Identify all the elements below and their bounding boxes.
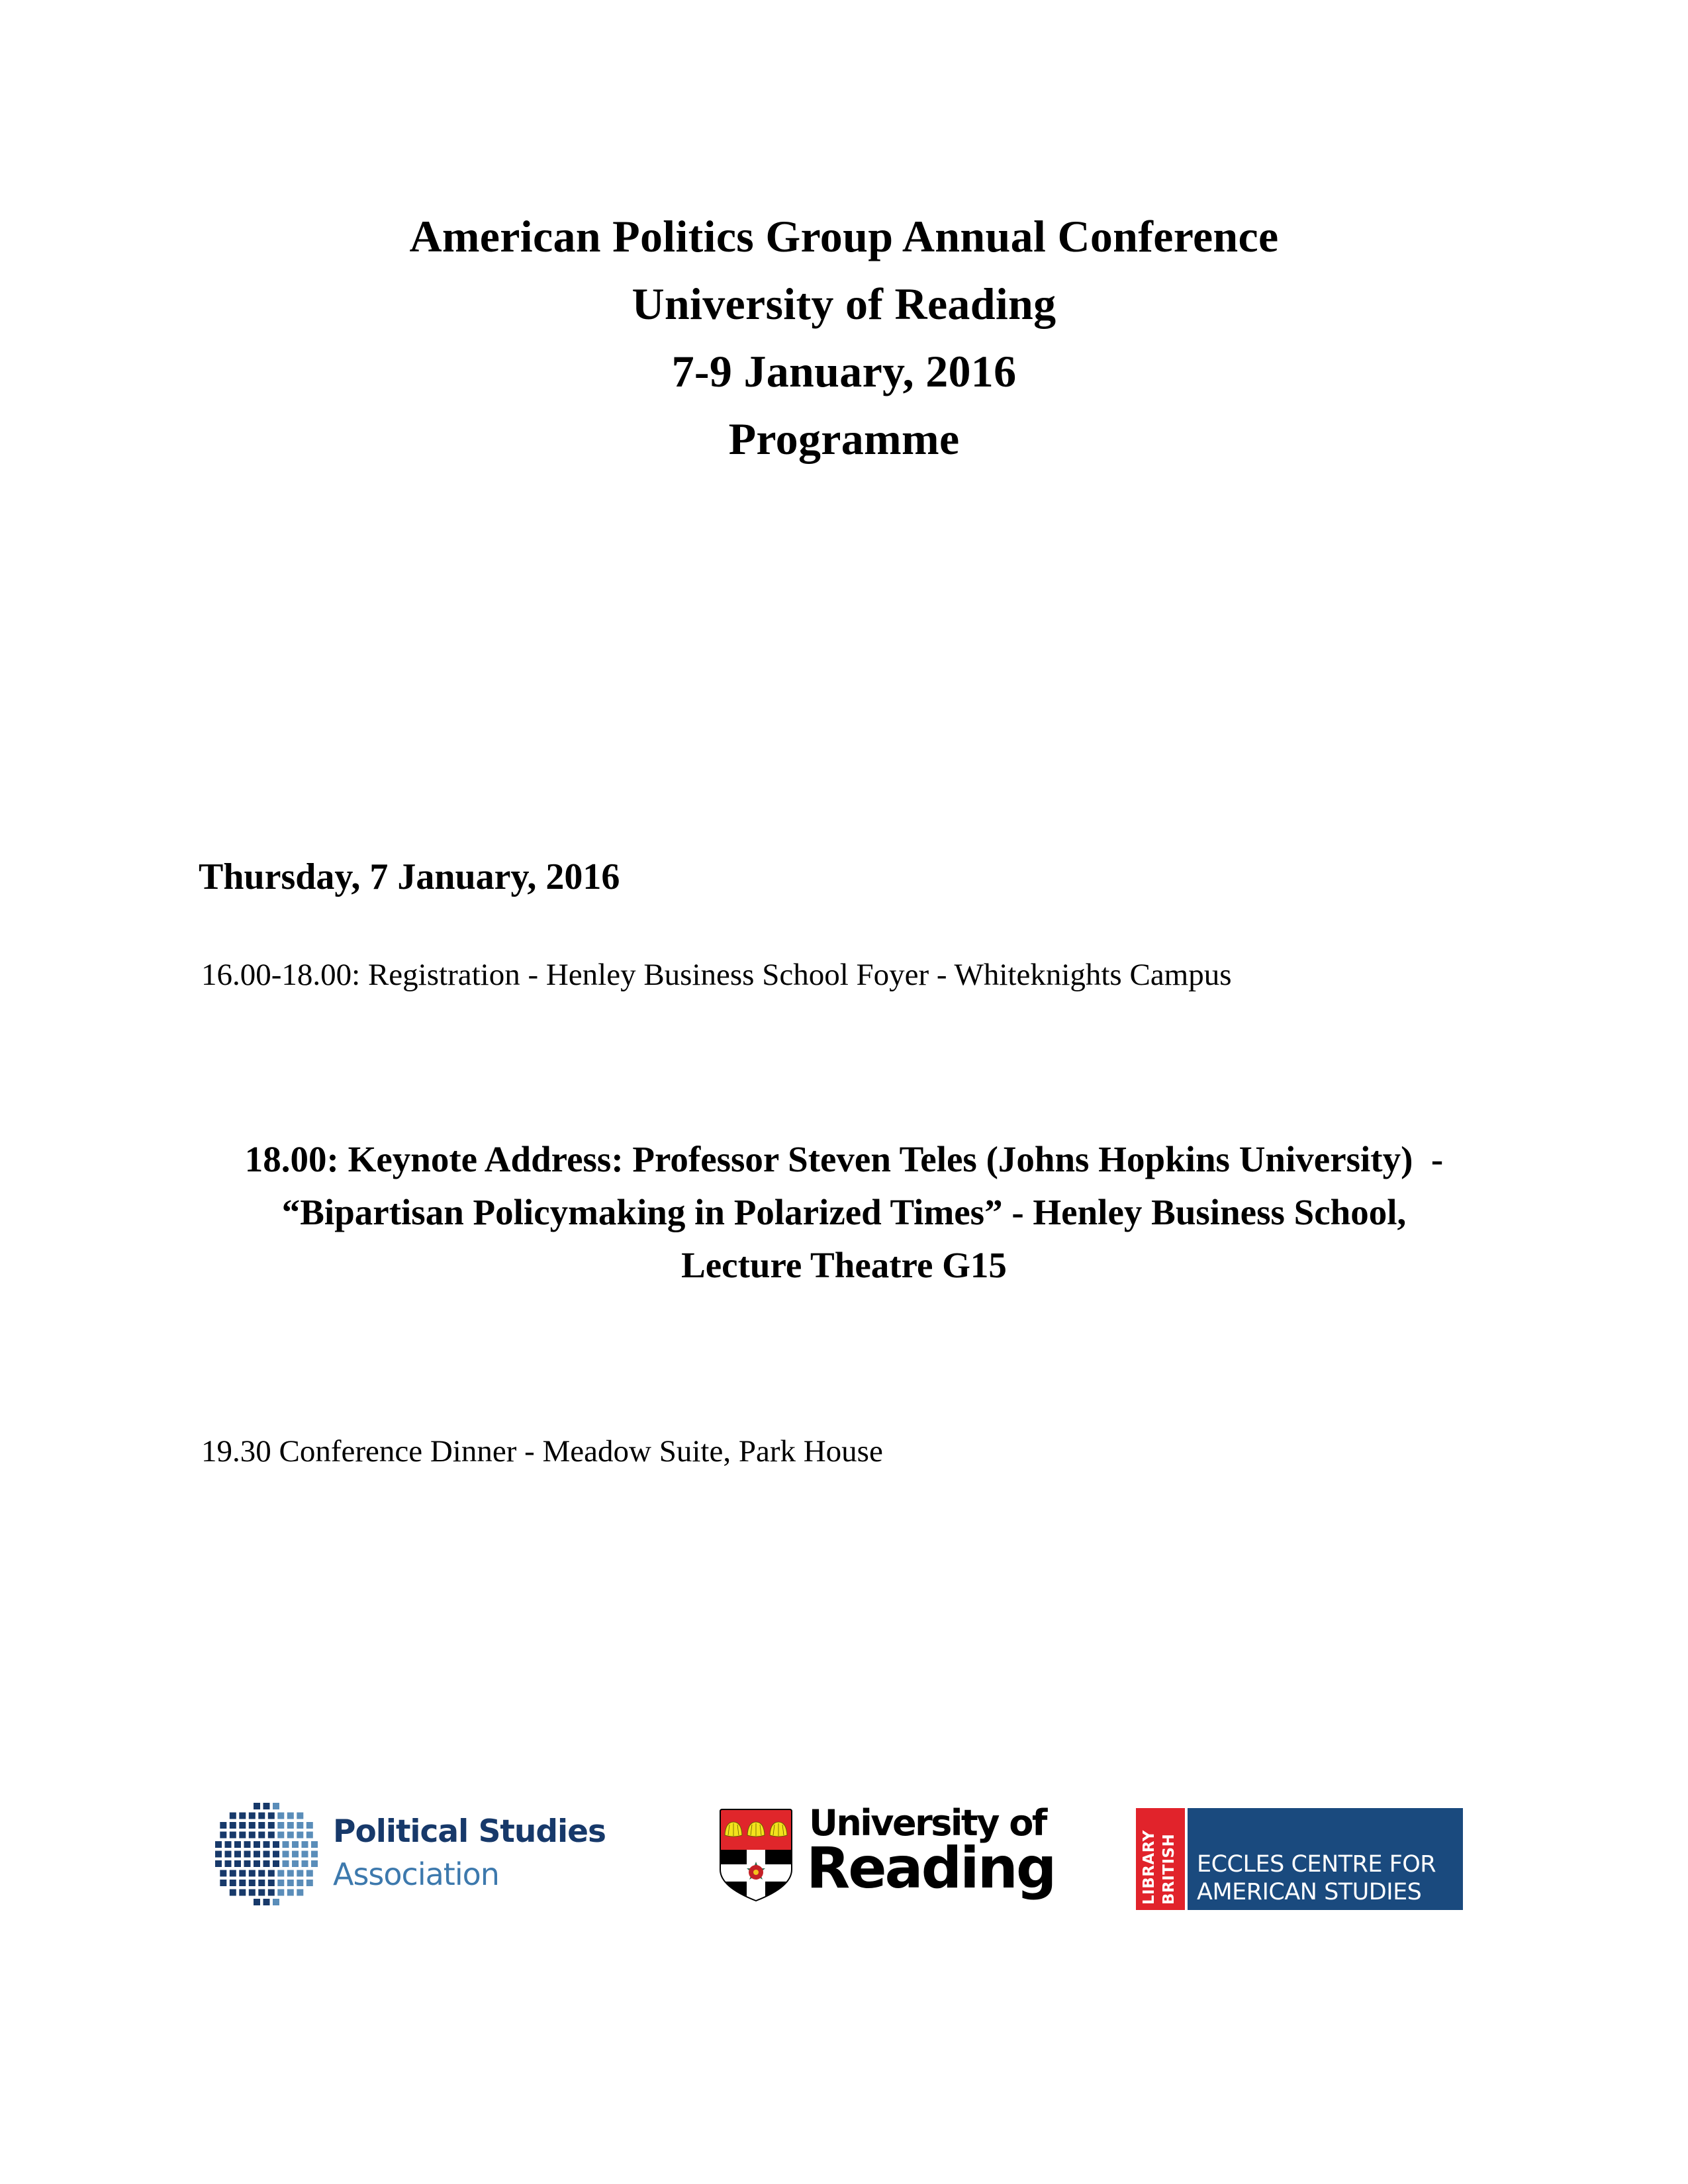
eccles-centre-panel [1188,1808,1463,1910]
event-registration: 16.00-18.00: Registration - Henley Business School Foyer - Whiteknights Campus [201,958,1232,992]
psa-dot [268,1813,275,1819]
eccles-logo-line2: AMERICAN STUDIES [1197,1879,1422,1905]
psa-dot [263,1899,270,1905]
psa-dot [287,1832,294,1839]
psa-dot [263,1851,270,1858]
psa-dot [258,1822,265,1829]
british-library-line2: BRITISH [1160,1833,1178,1905]
psa-dot [277,1822,284,1829]
psa-dot [249,1813,256,1819]
psa-dot [249,1880,256,1886]
psa-dot [302,1841,308,1848]
psa-dot [244,1841,251,1848]
psa-dot [230,1870,236,1877]
psa-dot [268,1832,275,1839]
reading-logo-line2: Reading [806,1835,1055,1901]
british-library-panel [1136,1808,1185,1910]
keynote-line: 18.00: Keynote Address: Professor Steven Teles (Johns Hopkins University) - [244,1139,1444,1179]
psa-dot [311,1860,318,1867]
psa-dot [311,1841,318,1848]
psa-dot [230,1822,236,1829]
document-title [0,203,1688,473]
psa-dot [292,1841,299,1848]
psa-dot [292,1860,299,1867]
psa-dot [306,1880,313,1886]
psa-dot [263,1860,270,1867]
title-university: University of Reading [632,279,1056,329]
psa-dot [283,1841,289,1848]
reading-shield-icon [719,1809,793,1901]
psa-dot [283,1860,289,1867]
psa-dot [273,1851,279,1858]
psa-dot [297,1822,303,1829]
psa-logo [212,1801,642,1911]
psa-dot [249,1870,256,1877]
keynote-line: Lecture Theatre G15 [681,1245,1007,1285]
psa-logo-line2: Association [333,1856,499,1892]
psa-dot [287,1813,294,1819]
psa-dot [268,1889,275,1896]
psa-dot [234,1860,241,1867]
psa-dot [258,1813,265,1819]
day-heading: Thursday, 7 January, 2016 [199,856,620,897]
psa-dot [287,1889,294,1896]
psa-dot [239,1889,246,1896]
british-library-line1: LIBRARY [1141,1830,1158,1905]
psa-dot [287,1870,294,1877]
psa-dot [297,1889,303,1896]
psa-dot [215,1851,222,1858]
psa-dot [306,1822,313,1829]
psa-dot [277,1880,284,1886]
psa-dot [297,1832,303,1839]
psa-dot [287,1880,294,1886]
psa-dot [277,1832,284,1839]
psa-dot [220,1822,226,1829]
psa-dot-globe-icon [212,1801,321,1911]
psa-dot [263,1841,270,1848]
psa-dot [239,1832,246,1839]
psa-dot [258,1880,265,1886]
psa-dot [297,1870,303,1877]
psa-dot [244,1851,251,1858]
psa-dot [225,1851,232,1858]
psa-dot [297,1880,303,1886]
psa-dot [254,1803,260,1809]
psa-dot [258,1832,265,1839]
psa-dot [220,1870,226,1877]
keynote-line: “Bipartisan Policymaking in Polarized Times” - Henley Business School, [281,1192,1407,1232]
psa-dot [283,1851,289,1858]
psa-dot [273,1860,279,1867]
psa-dot [249,1822,256,1829]
psa-dot [239,1880,246,1886]
psa-dot [273,1803,279,1809]
psa-dot [239,1813,246,1819]
psa-dot [277,1870,284,1877]
event-dinner: 19.30 Conference Dinner - Meadow Suite, Park House [201,1434,883,1469]
psa-dot [263,1803,270,1809]
reading-logo-line1: University of [809,1802,1046,1844]
psa-dot [215,1860,222,1867]
eccles-centre-logo [1136,1808,1463,1910]
psa-dot [234,1841,241,1848]
title-dates: 7-9 January, 2016 [671,346,1017,396]
title-programme: Programme [728,414,960,464]
psa-dot [297,1813,303,1819]
psa-dot [234,1851,241,1858]
psa-dot [277,1889,284,1896]
psa-logo-line1: Political Studies [333,1813,606,1850]
psa-dot [220,1832,226,1839]
psa-dot [225,1860,232,1867]
psa-dot [287,1822,294,1829]
psa-dot [258,1870,265,1877]
title-conference-name: American Politics Group Annual Conference [409,211,1279,261]
psa-dot [230,1880,236,1886]
psa-dot [268,1880,275,1886]
psa-dot [215,1841,222,1848]
event-keynote [0,1133,1688,1292]
psa-dot [249,1889,256,1896]
psa-dot [306,1832,313,1839]
psa-dot [302,1851,308,1858]
psa-dot [302,1860,308,1867]
psa-dot [225,1841,232,1848]
psa-dot [292,1851,299,1858]
psa-dot [254,1841,260,1848]
university-of-reading-logo [719,1802,1055,1909]
psa-dot [239,1870,246,1877]
psa-dot [254,1899,260,1905]
psa-dot [306,1870,313,1877]
eccles-logo-line1: ECCLES CENTRE FOR [1197,1851,1436,1878]
psa-dot [273,1899,279,1905]
psa-dot [273,1841,279,1848]
psa-dot [268,1822,275,1829]
psa-dot [220,1880,226,1886]
psa-dot [230,1813,236,1819]
psa-dot [311,1851,318,1858]
psa-dot [254,1860,260,1867]
psa-dot [249,1832,256,1839]
psa-dot [230,1832,236,1839]
psa-dot [244,1860,251,1867]
psa-dot [239,1822,246,1829]
psa-dot [258,1889,265,1896]
psa-dot [230,1889,236,1896]
psa-dot [268,1870,275,1877]
psa-dot [254,1851,260,1858]
psa-dot [277,1813,284,1819]
